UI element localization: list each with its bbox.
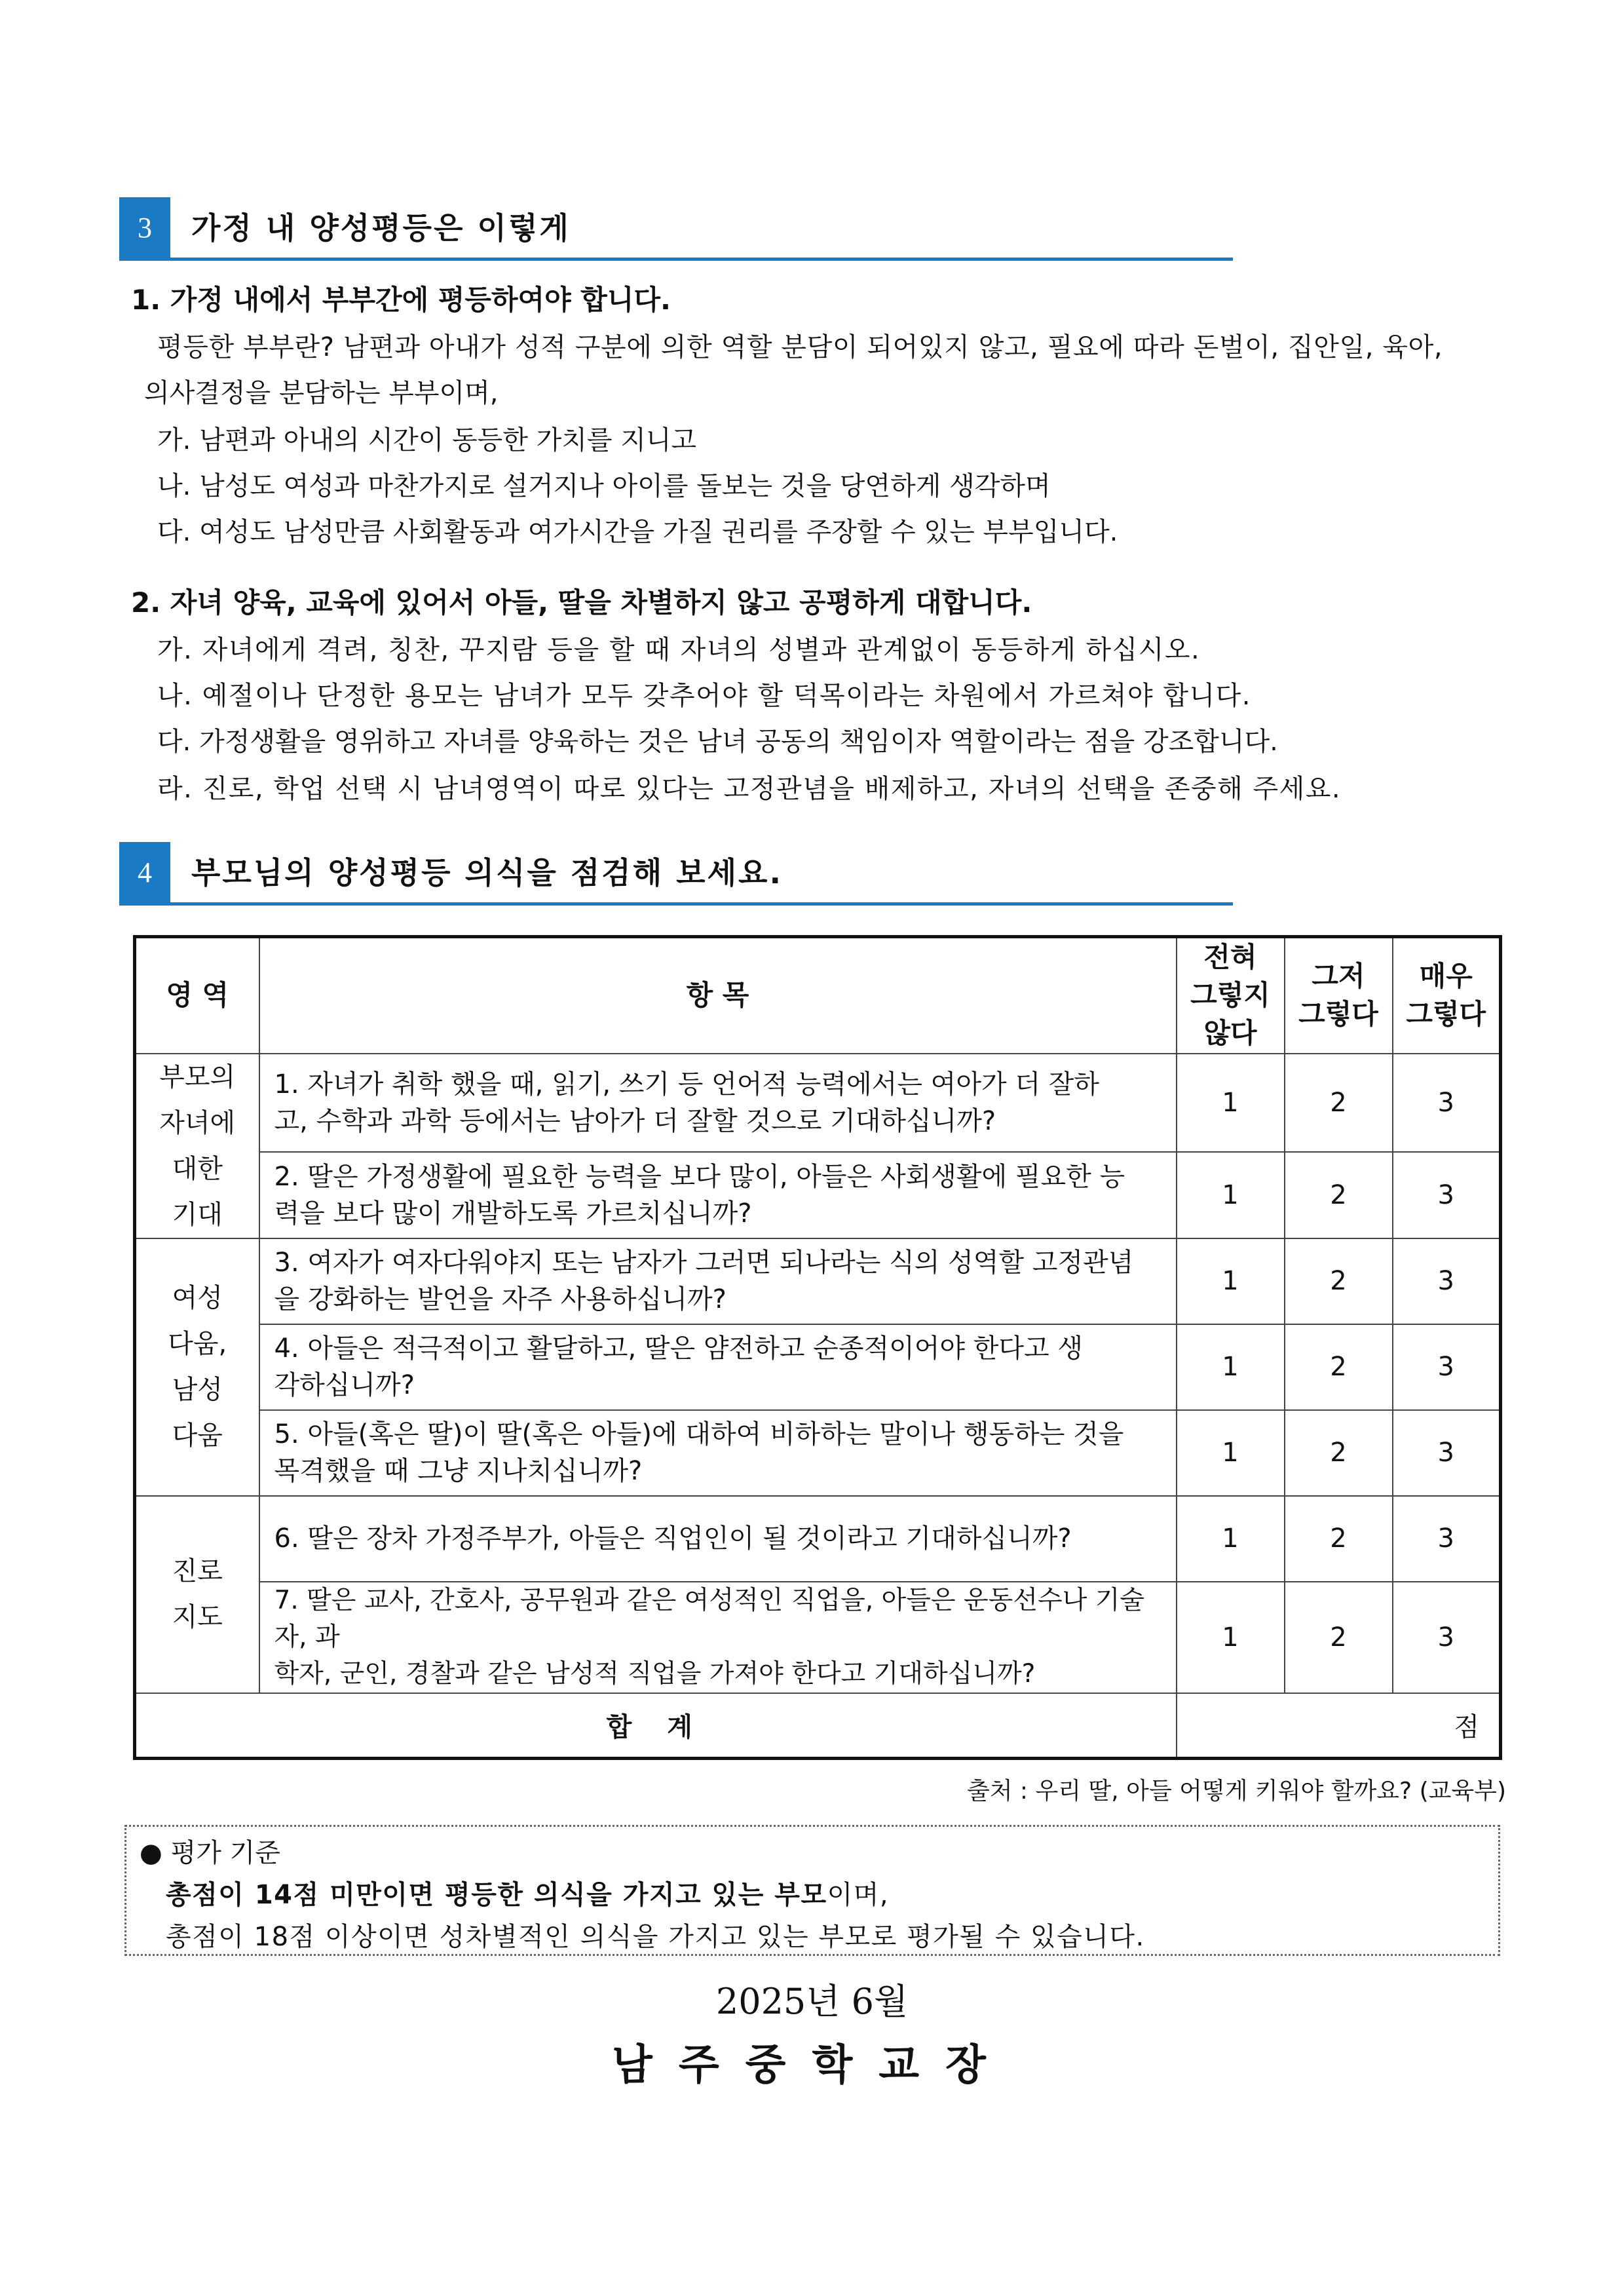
score-1[interactable]: 1	[1177, 1582, 1285, 1693]
document-date: 2025년 6월	[715, 1981, 909, 2022]
total-row	[135, 1693, 1501, 1759]
score-2[interactable]: 2	[1285, 1054, 1393, 1153]
score-1[interactable]: 1	[1177, 1410, 1285, 1496]
score-1[interactable]: 1	[1177, 1324, 1285, 1410]
score-2[interactable]: 2	[1285, 1238, 1393, 1324]
header-item: 항 목	[259, 937, 1177, 1054]
item1-heading: 1. 가정 내에서 부부간에 평등하여야 합니다.	[131, 284, 671, 316]
score-2[interactable]: 2	[1285, 1324, 1393, 1410]
header-area: 영 역	[135, 937, 259, 1054]
score-3[interactable]: 3	[1393, 1582, 1501, 1693]
category-parent-expectation	[135, 1054, 259, 1238]
score-1[interactable]: 1	[1177, 1496, 1285, 1582]
table-row	[135, 1324, 1501, 1410]
item-line: 7. 딸은 교사, 간호사, 공무원과 같은 여성적인 직업을, 아들은 운동선수나 기술자, 과	[274, 1585, 1145, 1652]
score-1[interactable]: 1	[1177, 1238, 1285, 1324]
score-2[interactable]: 2	[1285, 1582, 1393, 1693]
header-text: 않다	[1203, 1017, 1257, 1050]
score-3[interactable]: 3	[1393, 1410, 1501, 1496]
score-1[interactable]: 1	[1177, 1054, 1285, 1153]
item-line: 4. 아들은 적극적이고 활달하고, 딸은 얌전하고 순종적이어야 한다고 생	[274, 1333, 1084, 1364]
item-line: 각하십니까?	[274, 1370, 415, 1400]
item1-point-ga: 가. 남편과 아내의 시간이 동등한 가치를 지니고	[157, 425, 697, 455]
header-not-at-all	[1177, 937, 1285, 1054]
header-text: 그렇다	[1406, 998, 1486, 1031]
table-row	[135, 1496, 1501, 1582]
score-2[interactable]: 2	[1285, 1496, 1393, 1582]
evaluation-criteria-box	[124, 1825, 1500, 1956]
item2-heading: 2. 자녀 양육, 교육에 있어서 아들, 딸을 차별하지 않고 공평하게 대합니다.	[131, 586, 1032, 619]
criteria-line1	[166, 1874, 889, 1911]
item-line: 2. 딸은 가정생활에 필요한 능력을 보다 많이, 아들은 사회생활에 필요한 능	[274, 1161, 1125, 1192]
item1-point-na: 나. 남성도 여성과 마찬가지로 설거지나 아이를 돌보는 것을 당연하게 생각하며	[157, 471, 1051, 501]
category-text: 다움,	[168, 1329, 227, 1359]
table-row	[135, 1152, 1501, 1238]
item2-point-ga: 가. 자녀에게 격려, 칭찬, 꾸지람 등을 할 때 자녀의 성별과 관계없이 동등하게 하십시오.	[157, 635, 1201, 665]
category-text: 남성	[172, 1375, 223, 1405]
section-number: 4	[119, 842, 170, 904]
item-line: 1. 자녀가 취학 했을 때, 읽기, 쓰기 등 언어적 능력에서는 여아가 더 잘하	[274, 1069, 1099, 1100]
item-text	[259, 1496, 1177, 1582]
item2-point-ra: 라. 진로, 학업 선택 시 남녀영역이 따로 있다는 고정관념을 배제하고, 자녀의 선택을 존중해 주세요.	[157, 774, 1342, 804]
score-3[interactable]: 3	[1393, 1152, 1501, 1238]
category-text: 부모의	[159, 1062, 236, 1092]
header-text: 그렇다	[1298, 998, 1378, 1031]
item-line: 력을 보다 많이 개발하도록 가르치십니까?	[274, 1198, 752, 1229]
item-line: 고, 수학과 과학 등에서는 남아가 더 잘할 것으로 기대하십니까?	[274, 1105, 996, 1136]
section-title: 가정 내 양성평등은 이렇게	[191, 210, 571, 246]
category-text: 자녀에	[159, 1107, 236, 1138]
header-text: 매우	[1419, 960, 1473, 993]
item-text	[259, 1410, 1177, 1496]
category-text: 기대	[172, 1199, 223, 1230]
item-text	[259, 1582, 1177, 1693]
item-line: 목격했을 때 그냥 지나치십니까?	[274, 1456, 643, 1486]
score-2[interactable]: 2	[1285, 1152, 1393, 1238]
score-3[interactable]: 3	[1393, 1238, 1501, 1324]
header-text: 그저	[1312, 960, 1365, 993]
item2-point-na: 나. 예절이나 단정한 용모는 남녀가 모두 갖추어야 할 덕목이라는 차원에서 가르쳐야 합니다.	[157, 681, 1251, 711]
category-career-guidance	[135, 1496, 259, 1693]
item-text	[259, 1152, 1177, 1238]
total-label: 합 계	[135, 1693, 1177, 1759]
score-1[interactable]: 1	[1177, 1152, 1285, 1238]
table-row	[135, 1582, 1501, 1693]
source-citation: 출처 : 우리 딸, 아들 어떻게 키워야 할까요? (교육부)	[966, 1778, 1506, 1805]
principal-signature: 남주중학교장	[612, 2040, 1012, 2090]
category-femininity-masculinity	[135, 1238, 259, 1496]
score-3[interactable]: 3	[1393, 1324, 1501, 1410]
table-row	[135, 1410, 1501, 1496]
table-row	[135, 1054, 1501, 1153]
header-very-much	[1393, 937, 1501, 1054]
header-text: 그렇지	[1190, 979, 1270, 1012]
score-3[interactable]: 3	[1393, 1496, 1501, 1582]
criteria-line1-bold: 총점이 14점 미만이면 평등한 의식을 가지고 있는 부모	[166, 1880, 827, 1910]
item-text	[259, 1238, 1177, 1324]
total-score-field[interactable]: 점	[1177, 1693, 1501, 1759]
score-3[interactable]: 3	[1393, 1054, 1501, 1153]
item-text	[259, 1324, 1177, 1410]
header-somewhat	[1285, 937, 1393, 1054]
section-number: 3	[119, 197, 170, 259]
section-underline	[119, 902, 1233, 906]
criteria-title: ● 평가 기준	[140, 1838, 280, 1868]
item2-point-da: 다. 가정생활을 영위하고 자녀를 양육하는 것은 남녀 공동의 책임이자 역할이라는 점을 강조합니다.	[157, 727, 1278, 757]
section-title: 부모님의 양성평등 의식을 점검해 보세요.	[191, 855, 783, 890]
section-4-header	[119, 842, 1233, 905]
criteria-line2: 총점이 18점 이상이면 성차별적인 의식을 가지고 있는 부모로 평가될 수 있습니다.	[166, 1922, 1145, 1952]
score-2[interactable]: 2	[1285, 1410, 1393, 1496]
category-text: 다움	[172, 1421, 223, 1451]
category-text: 여성	[172, 1283, 223, 1313]
item1-intro-line2: 의사결정을 분담하는 부부이며,	[144, 378, 499, 408]
table-header-row	[135, 937, 1501, 1054]
item1-point-da: 다. 여성도 남성만큼 사회활동과 여가시간을 가질 권리를 주장할 수 있는 부부입니다.	[157, 517, 1118, 547]
item-line: 학자, 군인, 경찰과 같은 남성적 직업을 가져야 한다고 기대하십니까?	[274, 1658, 1036, 1689]
item-line: 5. 아들(혹은 딸)이 딸(혹은 아들)에 대하여 비하하는 말이나 행동하는 것을	[274, 1419, 1124, 1449]
item-line: 을 강화하는 발언을 자주 사용하십니까?	[274, 1284, 727, 1314]
item-line: 3. 여자가 여자다워야지 또는 남자가 그러면 되나라는 식의 성역할 고정관념	[274, 1248, 1134, 1278]
category-text: 대한	[172, 1153, 223, 1184]
category-text: 지도	[172, 1602, 223, 1632]
table-row	[135, 1238, 1501, 1324]
section-underline	[119, 258, 1233, 261]
item-line: 6. 딸은 장차 가정주부가, 아들은 직업인이 될 것이라고 기대하십니까?	[274, 1523, 1072, 1554]
item1-intro-line1: 평등한 부부란? 남편과 아내가 성적 구분에 의한 역할 분담이 되어있지 않고, 필요에 따라 돈벌이, 집안일, 육아,	[157, 332, 1443, 362]
category-text: 진로	[172, 1556, 223, 1586]
gender-equality-checklist-table	[133, 935, 1502, 1760]
item-text	[259, 1054, 1177, 1153]
section-3-header	[119, 197, 1233, 260]
criteria-line1-rest: 이며,	[827, 1880, 890, 1910]
header-text: 전혀	[1203, 941, 1257, 974]
